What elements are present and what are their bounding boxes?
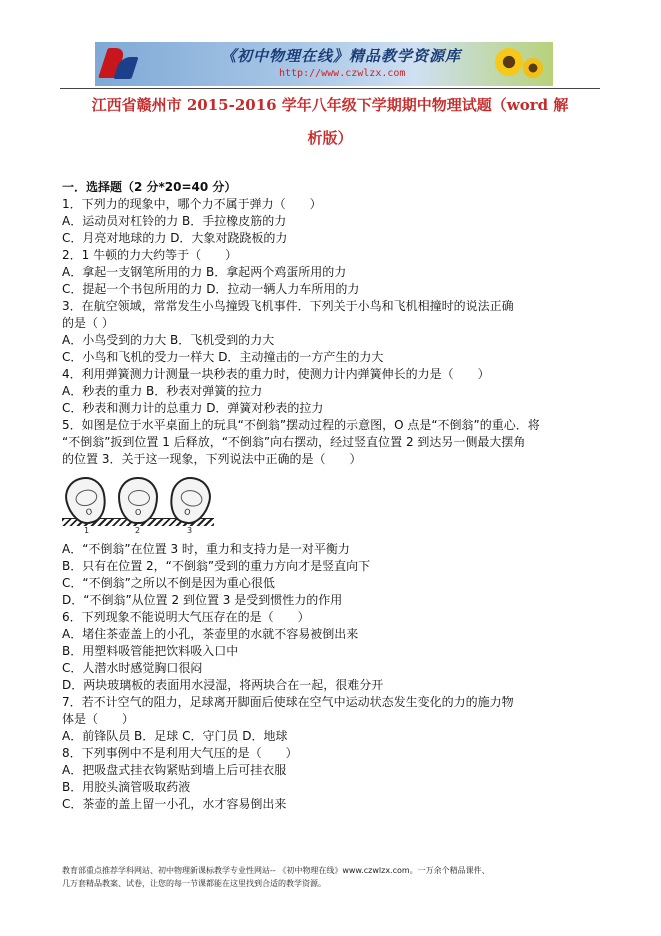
center-of-gravity-label: O	[135, 508, 142, 517]
question-line: A．拿起一支钢笔所用的力 B．拿起两个鸡蛋所用的力	[62, 265, 347, 279]
question-line: A．运动员对杠铃的力 B．手拉橡皮筋的力	[62, 214, 287, 228]
site-logo-icon	[103, 48, 137, 80]
question-line: 5．如图是位于水平桌面上的玩具“不倒翁”摆动过程的示意图，O 点是“不倒翁”的重心．将	[62, 418, 540, 432]
question-line: C．“不倒翁”之所以不倒是因为重心很低	[62, 576, 275, 590]
question-line: C．提起一个书包所用的力 D．拉动一辆人力车所用的力	[62, 282, 360, 296]
question-line: B．用胶头滴管吸取药液	[62, 780, 191, 794]
question-line: A．“不倒翁”在位置 3 时，重力和支持力是一对平衡力	[62, 542, 350, 556]
question-line: 8．下列事例中不是利用大气压的是（ ）	[62, 746, 298, 760]
footer-line: 几万套精品教案、试卷，让您的每一节课都能在这里找到合适的教学资源。	[62, 879, 326, 888]
question-line: 4．利用弹簧测力计测量一块秒表的重力时，使测力计内弹簧伸长的力是（ ）	[62, 367, 490, 381]
question-line: D．“不倒翁”从位置 2 到位置 3 是受到惯性力的作用	[62, 593, 343, 607]
question-line: 6．下列现象不能说明大气压存在的是（ ）	[62, 610, 310, 624]
question-line: 2．1 牛顿的力大约等于（ ）	[62, 248, 238, 262]
center-of-gravity-label: O	[84, 506, 94, 518]
document-title-line2: 析版）	[307, 129, 353, 147]
tumbler-figure	[62, 474, 214, 536]
question-line: D．两块玻璃板的表面用水浸湿，将两块合在一起，很难分开	[62, 678, 384, 692]
question-line: C．秒表和测力计的总重力 D．弹簧对秒表的拉力	[62, 401, 324, 415]
footer-line: 教育部重点推荐学科网站、初中物理新课标教学专业性网站-- 《初中物理在线》www.czwlzx.com。一万余个精品课件、	[62, 866, 490, 875]
question-line: 1．下列力的现象中，哪个力不属于弹力（ ）	[62, 197, 322, 211]
question-line: B．只有在位置 2，“不倒翁”受到的重力方向才是竖直向下	[62, 559, 371, 573]
banner-title: 《初中物理在线》精品教学资源库	[221, 47, 462, 65]
question-line: C．人潜水时感觉胸口很闷	[62, 661, 203, 675]
document-title-line1: 江西省赣州市 2015-2016 学年八年级下学期期中物理试题（word 解	[91, 96, 569, 114]
position-label: 3	[187, 526, 193, 535]
question-line: 3．在航空领域，常常发生小鸟撞毁飞机事件．下列关于小鸟和飞机相撞时的说法正确	[62, 299, 514, 313]
question-line: 体是（ ）	[62, 712, 135, 726]
header-banner	[95, 42, 553, 86]
question-line: “不倒翁”扳到位置 1 后释放，“不倒翁”向右摆动，经过竖直位置 2 到达另一侧最大摆角	[62, 435, 526, 449]
center-of-gravity-label: O	[183, 507, 192, 518]
question-line: A．小鸟受到的力大 B．飞机受到的力大	[62, 333, 275, 347]
question-line: A．堵住茶壶盖上的小孔，茶壶里的水就不容易被倒出来	[62, 627, 359, 641]
banner-url[interactable]: http://www.czwlzx.com	[279, 68, 406, 79]
question-line: B．用塑料吸管能把饮料吸入口中	[62, 644, 239, 658]
question-line: A．把吸盘式挂衣钩紧贴到墙上后可挂衣服	[62, 763, 287, 777]
section-heading: 一．选择题（2 分*20=40 分）	[62, 180, 237, 194]
position-label: 1	[84, 526, 90, 535]
sunflower-icon	[479, 44, 549, 84]
question-line: 7．若不计空气的阻力，足球离开脚面后使球在空气中运动状态发生变化的力的施力物	[62, 695, 514, 709]
question-line: 的是（ ）	[62, 316, 114, 330]
position-label: 2	[135, 526, 141, 535]
header-divider	[60, 88, 600, 89]
question-line: 的位置 3．关于这一现象，下列说法中正确的是（ ）	[62, 452, 362, 466]
question-line: A．秒表的重力 B．秒表对弹簧的拉力	[62, 384, 263, 398]
question-line: C．小鸟和飞机的受力一样大 D．主动撞击的一方产生的力大	[62, 350, 384, 364]
question-line: C．茶壶的盖上留一小孔，水才容易倒出来	[62, 797, 287, 811]
question-line: A．前锋队员 B．足球 C．守门员 D．地球	[62, 729, 288, 743]
question-line: C．月亮对地球的力 D．大象对跷跷板的力	[62, 231, 288, 245]
tumbler-toy-position-2	[118, 477, 158, 524]
